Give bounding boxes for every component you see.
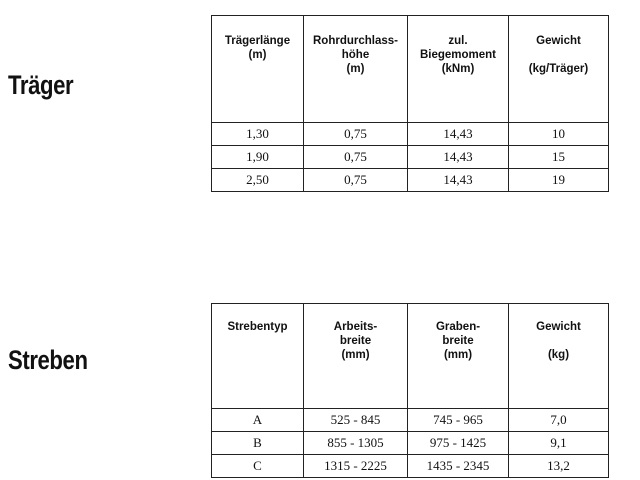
cell-gewicht: 7,0 — [509, 409, 609, 432]
table-row — [212, 146, 609, 169]
cell-arbeitsbreite: 1315 - 2225 — [304, 455, 408, 478]
traeger-header-row — [212, 16, 609, 123]
cell-gewicht: 15 — [509, 146, 609, 169]
cell-rohrdurchlasshoehe: 0,75 — [304, 146, 408, 169]
header-gewicht: Gewicht (kg/Träger) — [509, 16, 609, 123]
cell-arbeitsbreite: 525 - 845 — [304, 409, 408, 432]
streben-header-row — [212, 304, 609, 409]
header-traegerlaenge: Trägerlänge (m) — [212, 16, 304, 123]
cell-gewicht: 19 — [509, 169, 609, 192]
cell-strebentyp: A — [212, 409, 304, 432]
cell-grabenbreite: 975 - 1425 — [408, 432, 509, 455]
cell-grabenbreite: 1435 - 2345 — [408, 455, 509, 478]
cell-biegemoment: 14,43 — [408, 146, 509, 169]
cell-gewicht: 9,1 — [509, 432, 609, 455]
header-grabenbreite: Graben- breite (mm) — [408, 304, 509, 409]
header-strebentyp: Strebentyp — [212, 304, 304, 409]
header-biegemoment: zul. Biegemoment (kNm) — [408, 16, 509, 123]
cell-rohrdurchlasshoehe: 0,75 — [304, 169, 408, 192]
cell-grabenbreite: 745 - 965 — [408, 409, 509, 432]
cell-traegerlaenge: 1,90 — [212, 146, 304, 169]
cell-strebentyp: B — [212, 432, 304, 455]
table-row — [212, 432, 609, 455]
table-row — [212, 169, 609, 192]
traeger-table — [211, 15, 609, 192]
header-rohrdurchlasshoehe: Rohrdurchlass- höhe (m) — [304, 16, 408, 123]
cell-biegemoment: 14,43 — [408, 123, 509, 146]
table-row — [212, 123, 609, 146]
header-arbeitsbreite: Arbeits- breite (mm) — [304, 304, 408, 409]
table-row — [212, 455, 609, 478]
table-row — [212, 409, 609, 432]
header-gewicht: Gewicht (kg) — [509, 304, 609, 409]
cell-arbeitsbreite: 855 - 1305 — [304, 432, 408, 455]
traeger-title: Träger — [8, 70, 74, 100]
cell-strebentyp: C — [212, 455, 304, 478]
cell-traegerlaenge: 2,50 — [212, 169, 304, 192]
cell-rohrdurchlasshoehe: 0,75 — [304, 123, 408, 146]
cell-gewicht: 13,2 — [509, 455, 609, 478]
cell-traegerlaenge: 1,30 — [212, 123, 304, 146]
cell-gewicht: 10 — [509, 123, 609, 146]
streben-table — [211, 303, 609, 478]
streben-title: Streben — [8, 345, 88, 375]
cell-biegemoment: 14,43 — [408, 169, 509, 192]
